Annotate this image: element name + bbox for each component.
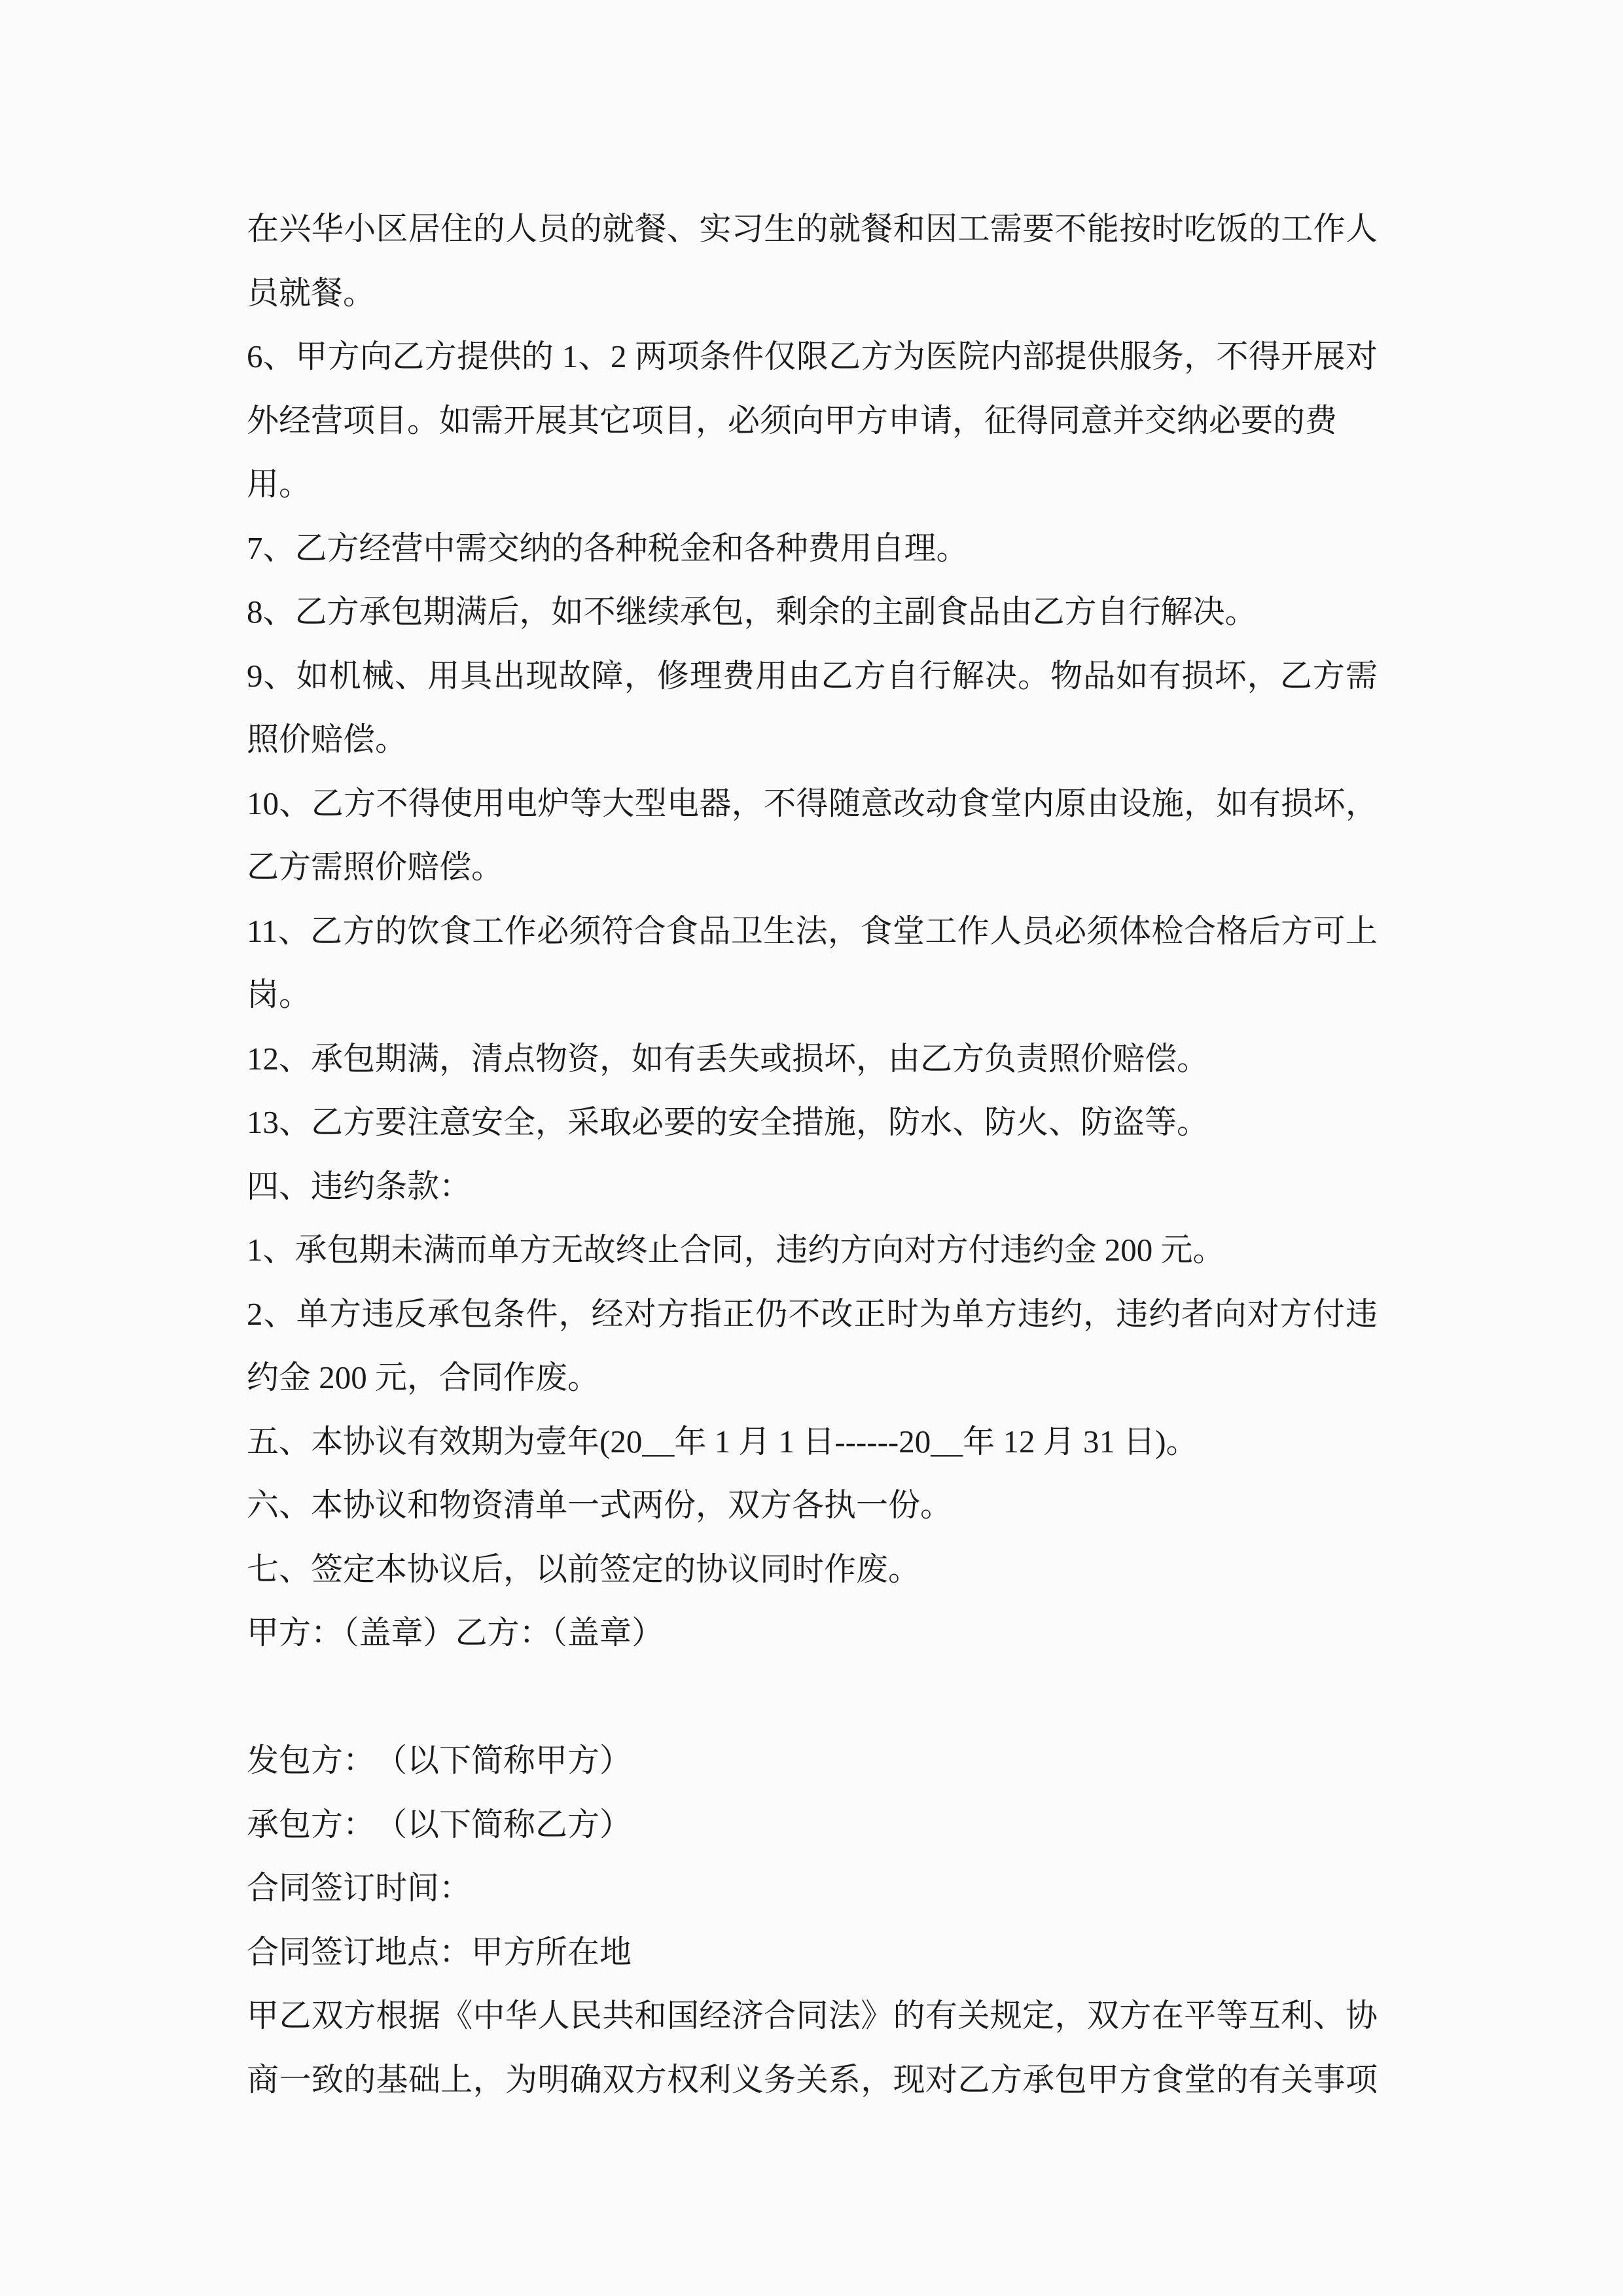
text-line: 2、单方违反承包条件，经对方指正仍不改正时为单方违约，违约者向对方付违 (247, 1295, 1378, 1332)
text-line: 七、签定本协议后，以前签定的协议同时作废。 (247, 1551, 921, 1587)
contract-body-text (247, 197, 1378, 2111)
text-line: 甲乙双方根据《中华人民共和国经济合同法》的有关规定，双方在平等互利、协 (247, 1998, 1378, 2034)
text-line: 承包方： （以下简称乙方） (247, 1806, 632, 1842)
text-line: 商一致的基础上，为明确双方权利义务关系，现对乙方承包甲方食堂的有关事项 (247, 2061, 1378, 2098)
text-line: 合同签订时间： (247, 1870, 472, 1906)
text-line: 10、乙方不得使用电炉等大型电器，不得随意改动食堂内原由设施，如有损坏， (247, 785, 1378, 821)
text-line: 六、本协议和物资清单一式两份，双方各执一份。 (247, 1487, 953, 1523)
text-line: 6、甲方向乙方提供的 1、2 两项条件仅限乙方为医院内部提供服务，不得开展对 (247, 338, 1378, 374)
text-line: 9、如机械、用具出现故障，修理费用由乙方自行解决。物品如有损坏，乙方需 (247, 657, 1378, 694)
text-line: 乙方需照价赔偿。 (247, 849, 504, 885)
text-line: 7、乙方经营中需交纳的各种税金和各种费用自理。 (247, 529, 969, 566)
text-line: 13、乙方要注意安全，采取必要的安全措施，防水、防火、防盗等。 (247, 1104, 1209, 1140)
text-line: 五、本协议有效期为壹年(20__年 1 月 1 日------20__年 12 月 31 日)。 (247, 1423, 1198, 1460)
text-line: 甲方：（盖章）乙方：（盖章） (247, 1615, 664, 1651)
text-line: 合同签订地点：甲方所在地 (247, 1933, 632, 1970)
text-line: 12、承包期满，清点物资，如有丢失或损坏，由乙方负责照价赔偿。 (247, 1040, 1209, 1077)
text-line: 岗。 (247, 977, 312, 1013)
text-line: 四、违约条款： (247, 1168, 472, 1204)
text-line: 外经营项目。如需开展其它项目，必须向甲方申请，征得同意并交纳必要的费用。 (247, 402, 1338, 502)
text-line: 在兴华小区居住的人员的就餐、实习生的就餐和因工需要不能按时吃饭的工作人 (247, 211, 1378, 247)
text-line: 8、乙方承包期满后，如不继续承包，剩余的主副食品由乙方自行解决。 (247, 594, 1257, 630)
text-line: 1、承包期未满而单方无故终止合同，违约方向对方付违约金 200 元。 (247, 1232, 1225, 1268)
text-line: 约金 200 元，合同作废。 (247, 1359, 600, 1395)
text-line: 照价赔偿。 (247, 721, 408, 757)
text-line (247, 1665, 1378, 1729)
text-line: 员就餐。 (247, 274, 376, 311)
text-line: 发包方： （以下简称甲方） (247, 1742, 632, 1778)
text-line: 11、乙方的饮食工作必须符合食品卫生法，食堂工作人员必须体检合格后方可上 (247, 912, 1378, 949)
